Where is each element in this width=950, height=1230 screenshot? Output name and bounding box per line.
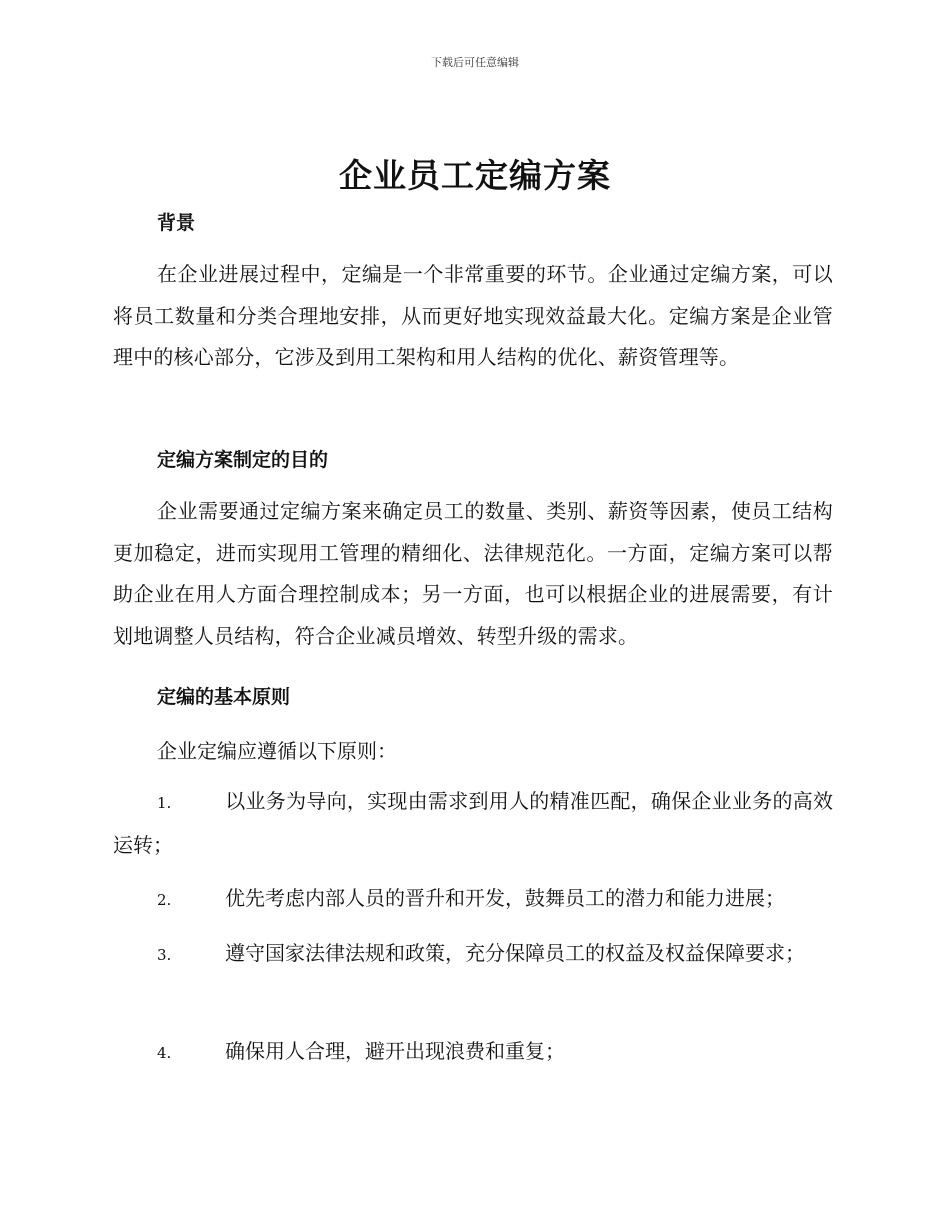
- section-heading-background: 背景: [157, 212, 196, 234]
- document-title: 企业员工定编方案: [339, 156, 611, 195]
- list-item: [113, 878, 833, 922]
- list-item: [113, 1031, 833, 1075]
- list-item: [113, 781, 833, 866]
- purpose-paragraph: 企业需要通过定编方案来确定员工的数量、类别、薪资等因素，使员工结构更加稳定，进而实现用工管理的精细化、法律规范化。一方面，定编方案可以帮助企业在用人方面合理控制成本；另一方面，也可以根据企业的进展需要，有计划地调整人员结构，符合企业减员增效、转型升级的需求。: [113, 499, 833, 648]
- list-item: [113, 933, 833, 977]
- list-item-text: 确保用人合理，避开出现浪费和重复；: [225, 1039, 565, 1063]
- list-item-text: 优先考虑内部人员的晋升和开发，鼓舞员工的潜力和能力进展；: [225, 886, 785, 910]
- section-heading-principles: 定编的基本原则: [157, 686, 291, 708]
- page-header: 下载后可任意编辑: [431, 56, 519, 69]
- list-number: 4.: [157, 1044, 172, 1062]
- list-number: 3.: [157, 946, 172, 964]
- list-number: 2.: [157, 891, 172, 909]
- list-item-text: 以业务为导向，实现由需求到用人的精准匹配，确保企业业务的高效运转；: [113, 789, 833, 857]
- list-item-text: 遵守国家法律法规和政策，充分保障员工的权益及权益保障要求；: [225, 941, 805, 965]
- section-heading-purpose: 定编方案制定的目的: [157, 449, 329, 471]
- background-paragraph: 在企业进展过程中，定编是一个非常重要的环节。企业通过定编方案，可以将员工数量和分类合理地安排，从而更好地实现效益最大化。定编方案是企业管理中的核心部分，它涉及到用工架构和用人结构的优化、薪资管理等。: [113, 262, 833, 369]
- list-number: 1.: [157, 794, 172, 812]
- principles-intro: 企业定编应遵循以下原则：: [157, 739, 397, 763]
